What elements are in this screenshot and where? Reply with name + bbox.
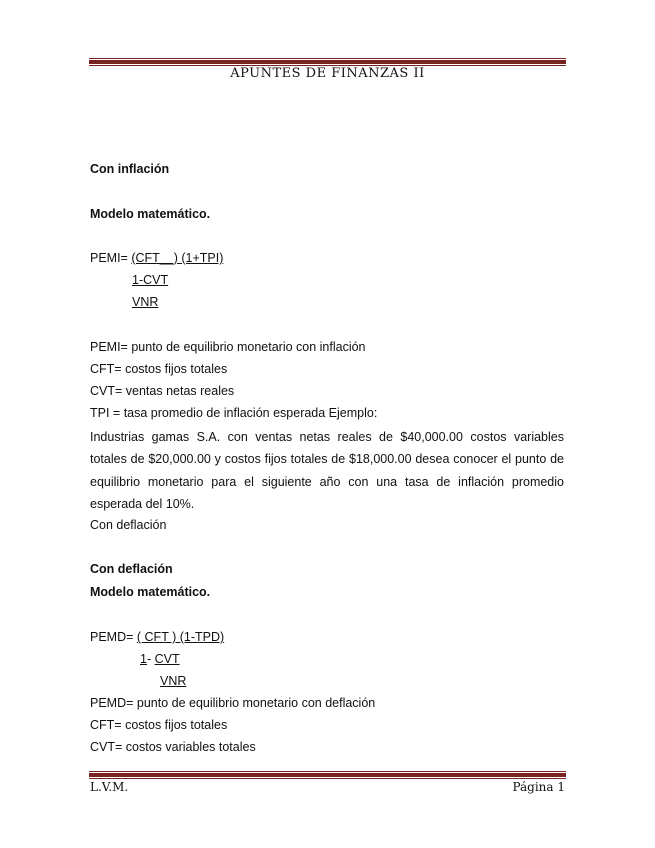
inflation-heading: Con inflación bbox=[90, 162, 170, 176]
def-pemd: PEMD= punto de equilibrio monetario con deflación bbox=[90, 696, 376, 710]
footer-page-number: Página 1 bbox=[512, 780, 565, 794]
trailing-text: Con deflación bbox=[90, 518, 167, 532]
footer-rule bbox=[89, 771, 566, 779]
example-paragraph: Industrias gamas S.A. con ventas netas reales de $40,000.00 costos variables totales de $20,000.00 y costos fijos totales de $18,000.00 desea conocer el punto de equilibrio monetario para el siguiente año con una tasa de inflación promedio esperada del 10%. bbox=[90, 430, 564, 511]
deflation-model-heading: Modelo matemático. bbox=[90, 585, 211, 599]
pemi-formula bbox=[90, 251, 223, 265]
pemi-formula-expr: (CFT__) (1+TPI) bbox=[131, 251, 224, 265]
def-cvt: CVT= ventas netas reales bbox=[90, 384, 235, 398]
def-pemi: PEMI= punto de equilibrio monetario con inflación bbox=[90, 340, 366, 354]
header-rule bbox=[89, 58, 566, 66]
pemd-formula-expr: ( CFT ) (1-TPD) bbox=[136, 630, 225, 644]
deflation-heading: Con deflación bbox=[90, 562, 173, 576]
pemd-formula-line3: VNR bbox=[160, 674, 187, 688]
def-tpi: TPI = tasa promedio de inflación esperada Ejemplo: bbox=[90, 406, 378, 420]
pemi-formula-line2: 1-CVT bbox=[132, 273, 169, 287]
def-cft: CFT= costos fijos totales bbox=[90, 362, 228, 376]
pemd-line2-cvt: CVT bbox=[154, 652, 180, 666]
pemd-formula-line2 bbox=[140, 652, 180, 666]
header-title: APUNTES DE FINANZAS II bbox=[230, 66, 425, 81]
def-cft-2: CFT= costos fijos totales bbox=[90, 718, 228, 732]
pemd-formula-lead: PEMD= bbox=[90, 630, 137, 644]
pemd-line2-dash: - bbox=[146, 652, 155, 666]
pemi-formula-lead: PEMI= bbox=[90, 251, 132, 265]
pemd-line2-one: 1 bbox=[140, 652, 147, 666]
pemi-formula-line3: VNR bbox=[132, 295, 159, 309]
inflation-model-heading: Modelo matemático. bbox=[90, 207, 211, 221]
def-cvt-2: CVT= costos variables totales bbox=[90, 740, 256, 754]
footer-author: L.V.M. bbox=[90, 780, 129, 794]
pemd-formula bbox=[90, 630, 224, 644]
